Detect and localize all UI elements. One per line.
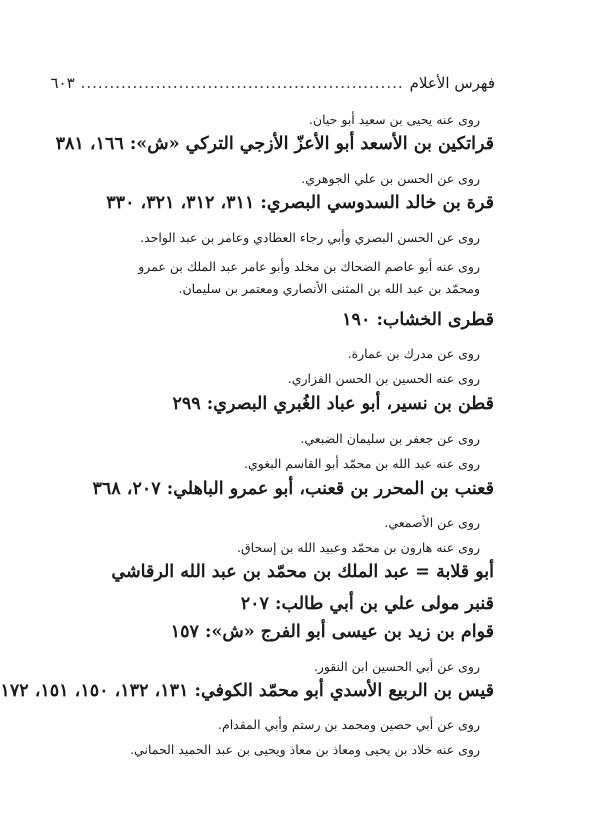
entry-note: روى عنه خلاد بن يحيى ومعاذ بن معاذ ويحيى بن عبد الحميد الحماني. [130, 742, 480, 757]
entry-note: روى عن الحسن بن علي الجوهري. [301, 171, 480, 186]
entry-note: روى عنه الحسين بن الحسن الفزاري. [287, 371, 480, 386]
index-entry: قطرى الخشاب: ١٩٠ [342, 310, 494, 330]
index-entry: قيس بن الربيع الأسدي أبو محمّد الكوفي: ١٣١، ١٣٢، ١٥٠، ١٥١، ١٧٢ [0, 681, 494, 701]
entry-note: روى عن مدرك بن عمارة. [347, 346, 480, 361]
entry-note: روى عنه عبد الله بن محمّد أبو القاسم البغوي. [244, 456, 480, 471]
index-entry: أبو قلابة = عبد الملك بن محمّد بن عبد الله الرقاشي [111, 562, 494, 582]
entry-note: روى عنه أبو عاصم الضحاك بن مخلد وأبو عامر عبد الملك بن عمرو ومحمّد بن عبد الله بن المثنى الأنصاري ومعتمر بن سليمان. [138, 259, 480, 296]
entry-note: روى عن أبي الحسين ابن النقور. [313, 659, 480, 674]
page-header [50, 74, 495, 98]
entry-note: روى عنه هارون بن محمّد وعبيد الله بن إسحاق. [237, 540, 480, 555]
entry-note: روى عن الحسن البصري وأبي رجاء العطادي وعامر بن عبد الواحد. [140, 230, 480, 245]
entry-note: روى عن أبي حصين ومحمد بن رستم وأبي المقدام. [217, 717, 480, 732]
index-entry: قراتكين بن الأسعد أبو الأعزّ الأزجي التركي «ش»: ١٦٦، ٣٨١ [55, 134, 494, 154]
index-entry: قرة بن خالد السدوسي البصري: ٣١١، ٣١٢، ٣٢١، ٣٣٠ [106, 193, 494, 213]
index-entry: قوام بن زيد بن عيسى أبو الفرج «ش»: ١٥٧ [170, 622, 494, 642]
entry-note: روى عن جعفر بن سليمان الضبعي. [300, 431, 480, 446]
index-entry: قعنب بن المحرر بن قعنب، أبو عمرو الباهلي: ٢٠٧، ٣٦٨ [92, 479, 494, 499]
running-title: فهرس الأعلام [409, 74, 495, 92]
index-entry: قنبر مولى علي بن أبي طالب: ٢٠٧ [240, 594, 494, 614]
page-number: ٦٠٣ [50, 74, 75, 92]
leader-dots: ........................................................ [80, 74, 404, 92]
entry-note: روى عنه يحيى بن سعيد أبو حيان. [308, 112, 480, 127]
entry-note: روى عن الأصمعي. [384, 515, 480, 530]
index-entry: قطن بن نسير، أبو عباد الغُبري البصري: ٢٩٩ [172, 394, 494, 414]
